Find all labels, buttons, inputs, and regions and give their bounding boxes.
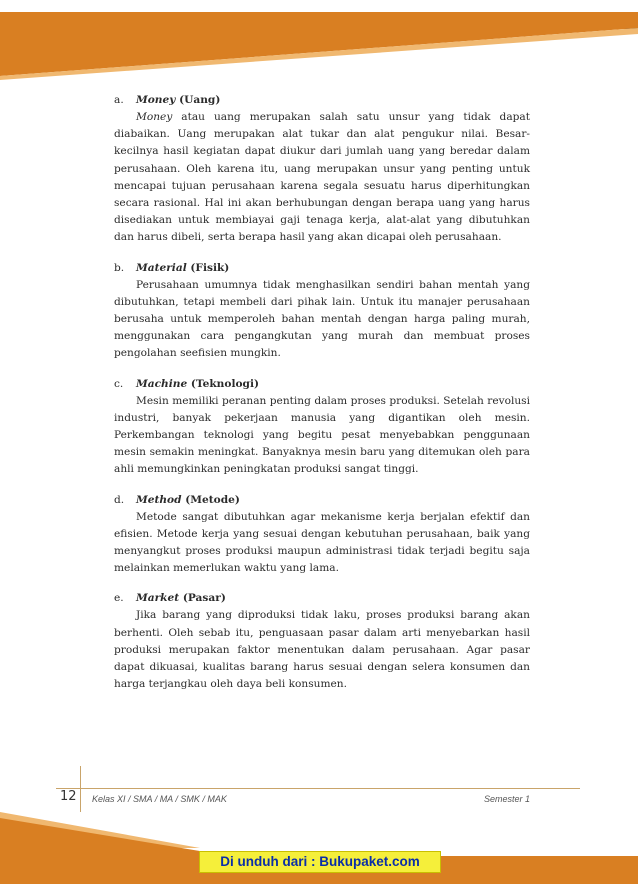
section-label: (Fisik): [190, 261, 230, 274]
paragraph-text: Mesin memiliki peranan penting dalam proses produksi. Setelah revolusi industri, banyak pekerjaan manusia yang digantikan oleh mesin. Perkembangan teknologi yang begitu pesat menyebabkan penggunaan mesin semakin meningkat. Banyaknya mesin baru yang ditemukan oleh para ahli memungkinkan peningkatan produksi sangat tinggi.: [114, 394, 530, 476]
section-machine: [114, 376, 530, 479]
section-label: (Metode): [185, 493, 240, 506]
section-term: Machine: [136, 377, 188, 390]
section-paragraph: [114, 393, 530, 479]
section-letter: b.: [114, 261, 125, 274]
section-paragraph: [114, 509, 530, 578]
section-paragraph: [114, 607, 530, 693]
section-letter: e.: [114, 592, 124, 605]
section-term: Market: [136, 592, 180, 605]
paragraph-text: atau uang merupakan salah satu unsur yang tidak dapat diabaikan. Uang merupakan alat tukar dan alat pengukur nilai. Besar-kecilnya hasil kegiatan dapat diukur dari jumlah uang yang beredar dalam perusahaan. Oleh karena itu, uang merupakan unsur yang penting untuk mencapai tujuan perusahaan karena segala sesuatu harus diperhitungkan secara rasional. Hal ini akan berhubungan dengan berapa uang yang harus disediakan untuk membiayai gaji tenaga kerja, alat-alat yang dibutuhkan dan harus dibeli, serta berapa hasil yang akan dicapai oleh perusahaan.: [114, 111, 530, 244]
top-decorative-band: [0, 0, 638, 80]
footer-divider-vertical: [80, 766, 81, 812]
section-method: [114, 492, 530, 578]
section-heading: [114, 376, 530, 393]
section-market: [114, 590, 530, 693]
paragraph-text: Perusahaan umumnya tidak menghasilkan sendiri bahan mentah yang dibutuhkan, tetapi membeli dari pihak lain. Untuk itu manajer perusahaan berusaha untuk memperoleh bahan mentah dengan harga paling murah, menggunakan cara pengangkutan yang murah dan membuat proses pengolahan seefisien mungkin.: [114, 278, 530, 360]
paragraph-text: Metode sangat dibutuhkan agar mekanisme kerja berjalan efektif dan efisien. Metode kerja yang sesuai dengan kebutuhan perusahaan, baik yang menyangkut proses produksi maupun administrasi tidak terjadi begitu saja melainkan memerlukan waktu yang lama.: [114, 510, 530, 575]
section-paragraph: [114, 109, 530, 247]
section-money: [114, 92, 530, 247]
section-letter: d.: [114, 493, 125, 506]
section-paragraph: [114, 277, 530, 363]
section-term: Method: [136, 493, 182, 506]
section-heading: [114, 590, 530, 607]
section-term: Material: [136, 261, 187, 274]
section-term: Money: [136, 94, 176, 106]
section-letter: c.: [114, 377, 124, 390]
footer-divider-horizontal: [56, 788, 580, 789]
section-label: (Uang): [179, 94, 221, 106]
section-heading: [114, 492, 530, 509]
section-heading: [114, 92, 530, 109]
section-label: (Pasar): [182, 592, 226, 605]
footer-class-label: Kelas XI / SMA / MA / SMK / MAK: [92, 794, 227, 804]
page-number: 12: [60, 789, 77, 804]
section-label: (Teknologi): [190, 377, 259, 390]
section-material: [114, 260, 530, 363]
footer-semester-label: Semester 1: [483, 794, 530, 804]
section-letter: a.: [114, 94, 124, 106]
page-content: [114, 92, 530, 706]
download-source-banner[interactable]: Di unduh dari : Bukupaket.com: [199, 851, 441, 873]
paragraph-lead: Money: [136, 111, 173, 123]
section-heading: [114, 260, 530, 277]
paragraph-text: Jika barang yang diproduksi tidak laku, proses produksi barang akan berhenti. Oleh sebab itu, penguasaan pasar dalam arti menyebarkan hasil produksi merupakan faktor menentukan dalam perusahaan. Agar pasar dapat dikuasai, kualitas barang harus sesuai dengan selera konsumen dan harga terjangkau oleh daya beli konsumen.: [114, 609, 530, 691]
